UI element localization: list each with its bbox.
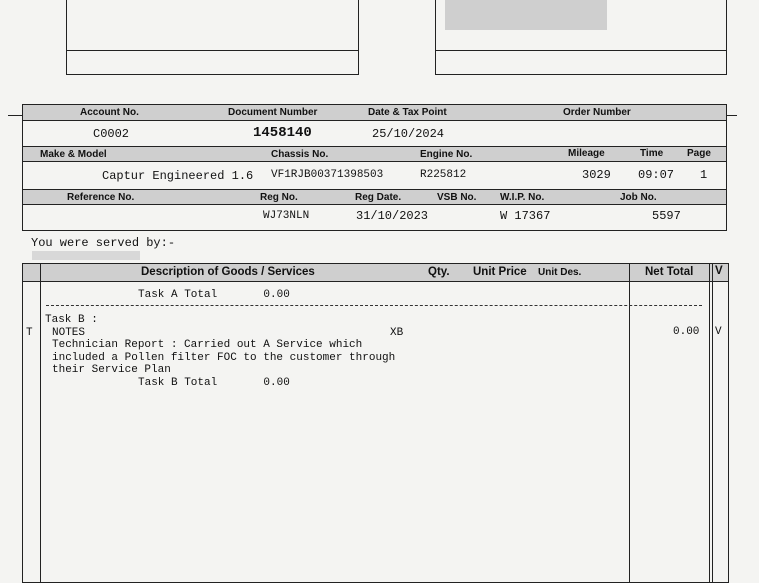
- v-value: V: [715, 326, 722, 338]
- label-chassis-no: Chassis No.: [271, 149, 329, 160]
- items-table-header: [23, 264, 728, 281]
- tech-line-1: Technician Report : Carried out A Service which: [52, 339, 363, 351]
- label-reg-no: Reg No.: [260, 192, 298, 203]
- value-date-tax-point: 25/10/2024: [372, 127, 445, 141]
- header-band-2: [23, 147, 726, 161]
- header-rule-3: [22, 161, 727, 162]
- task-b-label: Task B :: [45, 314, 98, 326]
- top-left-box: [66, 0, 359, 75]
- label-job-no: Job No.: [620, 192, 657, 203]
- header-qty: Qty.: [428, 266, 450, 278]
- label-mileage: Mileage: [568, 148, 605, 159]
- header-v: V: [715, 265, 723, 277]
- value-make-model: Captur Engineered 1.6: [102, 169, 254, 183]
- value-time: 09:07: [638, 168, 675, 182]
- section-separator: [46, 305, 702, 306]
- notes-code: XB: [390, 327, 404, 339]
- fold-mark-left: [8, 115, 22, 116]
- value-mileage: 3029: [582, 168, 611, 182]
- top-right-divider: [435, 50, 727, 51]
- label-order-number: Order Number: [563, 107, 631, 118]
- net-total-value: 0.00: [673, 326, 700, 338]
- notes-line: NOTES: [52, 327, 86, 339]
- value-reg-date: 31/10/2023: [356, 209, 429, 223]
- header-rule-5: [22, 204, 727, 205]
- header-net-total: Net Total: [645, 266, 694, 278]
- label-page: Page: [687, 148, 711, 159]
- label-reference-no: Reference No.: [67, 192, 135, 203]
- label-date-tax-point: Date & Tax Point: [368, 107, 447, 118]
- fold-mark-right: [727, 115, 737, 116]
- header-unit-price: Unit Price: [473, 266, 527, 278]
- redacted-block-top: [445, 0, 607, 30]
- col-divider-flag: [40, 263, 41, 583]
- header-rule-1: [22, 120, 727, 121]
- header-unit-des: Unit Des.: [538, 267, 582, 278]
- header-description: Description of Goods / Services: [141, 266, 315, 278]
- row-flag: T: [26, 327, 33, 339]
- items-header-rule: [22, 281, 729, 282]
- task-a-total: Task A Total 0.00: [138, 289, 290, 301]
- col-divider-v-right: [712, 263, 713, 583]
- value-engine-no: R225812: [420, 169, 467, 181]
- redacted-served-by-name: [32, 251, 140, 260]
- label-vsb-no: VSB No.: [437, 192, 477, 203]
- value-document-number: 1458140: [253, 125, 312, 141]
- col-divider-v-left: [709, 263, 710, 583]
- label-engine-no: Engine No.: [420, 149, 473, 160]
- value-page: 1: [700, 168, 708, 182]
- label-document-number: Document Number: [228, 107, 318, 118]
- value-chassis-no: VF1RJB00371398503: [271, 169, 384, 181]
- label-time: Time: [640, 148, 664, 159]
- task-b-total: Task B Total 0.00: [138, 377, 290, 389]
- value-account-no: C0002: [93, 127, 130, 141]
- label-reg-date: Reg Date.: [355, 192, 402, 203]
- label-account-no: Account No.: [80, 107, 139, 118]
- col-divider-net: [629, 263, 630, 583]
- label-wip-no: W.I.P. No.: [500, 192, 545, 203]
- served-by-label: You were served by:-: [31, 236, 176, 250]
- label-make-model: Make & Model: [40, 149, 107, 160]
- tech-line-2: included a Pollen filter FOC to the customer through: [52, 352, 396, 364]
- items-table: [22, 263, 729, 583]
- top-left-divider: [66, 50, 359, 51]
- value-job-no: 5597: [652, 209, 681, 223]
- value-reg-no: WJ73NLN: [263, 210, 310, 222]
- tech-line-3: their Service Plan: [52, 364, 171, 376]
- value-wip-no: W 17367: [500, 209, 551, 223]
